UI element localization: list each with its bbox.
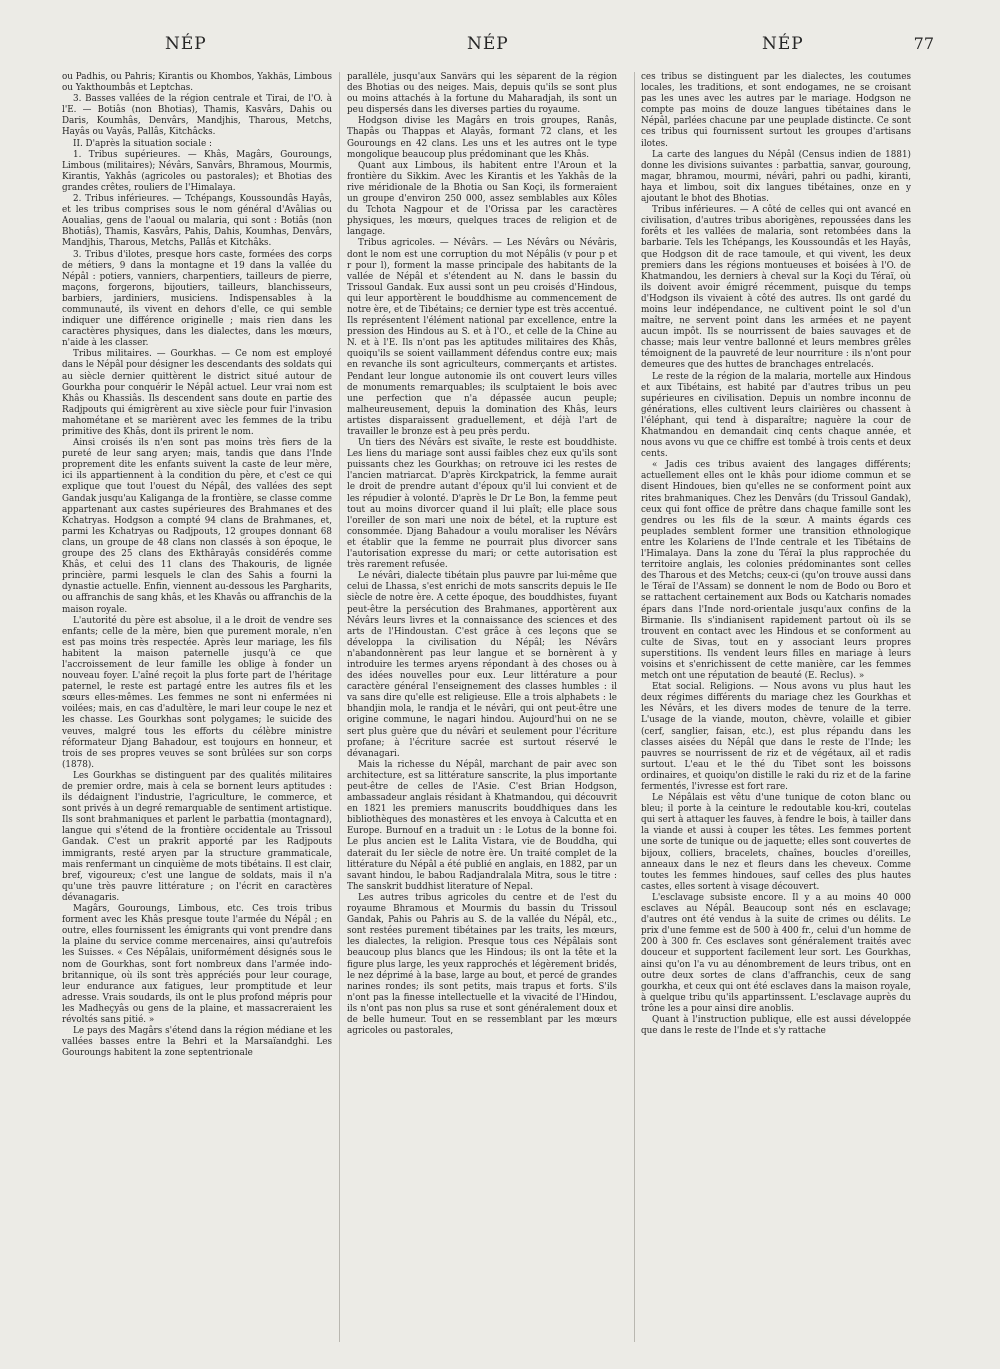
paragraph: Tribus agricoles. — Névârs. — Les Névârs ou Névâris, dont le nom est une corruption du mot Népâlis (v pour p et r pour l), forment la masse principale des habitants de la vallée de Népâl et s'étendent au N. dans le bassin du Trissoul Gandak. Eux aussi sont un peu croisés d'Hindous, qui leur apportèrent le bouddhisme au commencement de notre ère, et de Tibétains; ce dernier type est très accentué. Ils représentent l'élément national par excellence, entre la pression des Hindous au S. et à l'O., et celle de la Chine au N. et à l'E. Ils n'ont pas les aptitudes militaires des Khâs, quoiqu'ils se soient vaillamment défendus contre eux; mais en revanche ils sont agriculteurs, commerçants et artistes. Pendant leur longue autonomie ils ont couvert leurs villes de monuments remarquables; ils sculptaient le bois avec une perfection que n'a dépassée aucun peuple; malheureusement, depuis la domination des Khâs, leurs artistes disparaissent graduellement, et déjà l'art de travailler le bronze est à peu près perdu. xyxy=(347,238,617,437)
paragraph: parallèle, jusqu'aux Sanvârs qui les séparent de la région des Bhotias ou des neiges. Mais, depuis qu'ils se sont plus ou moins attachés à la fortune du Maharadjah, ils sont un peu dispersés dans les diverses parties du royaume. xyxy=(347,72,617,116)
headword-right: NÉP xyxy=(762,34,804,54)
paragraph: Quant à l'instruction publique, elle est aussi développée que dans le reste de l'Inde et s'y rattache xyxy=(641,1014,911,1037)
headword-center: NÉP xyxy=(467,34,509,54)
headword-left: NÉP xyxy=(165,34,207,54)
paragraph: II. D'après la situation sociale : xyxy=(73,138,212,149)
text-column-left xyxy=(62,72,332,1344)
paragraph: Les Gourkhas se distinguent par des qualités militaires de premier ordre, mais à cela se bornent leurs aptitudes : ils dédaignent l'industrie, l'agriculture, le commerce, et sont privés à un degré remarquable de sentiment artistique. Ils sont brahmaniques et parlent le parbattia (montagnard), langue qui s'étend de la frontière occidentale au Trissoul Gandak. C'est un prakrit apporté par les Radjpouts immigrants, resté aryen par la structure grammaticale, mais renfermant un cinquième de mots tibétains. Il est clair, bref, vigoureux; c'est une langue de soldats, mais il n'a qu'une très pauvre littérature ; on l'écrit en caractères dévanagaris. xyxy=(62,770,332,903)
paragraph: Hodgson divise les Magârs en trois groupes, Ranâs, Thapâs ou Thappas et Alayâs, formant 72 clans, et les Gouroungs en 42 clans. Les uns et les autres ont le type mongolique beaucoup plus prédominant que les Khâs. xyxy=(347,116,617,160)
paragraph: L'esclavage subsiste encore. Il y a au moins 40 000 esclaves au Népâl. Beaucoup sont nés en esclavage; d'autres ont été vendus à la suite de crimes ou délits. Le prix d'une femme est de 500 à 400 fr., celui d'un homme de 200 à 300 fr. Ces esclaves sont généralement traités avec douceur et supportent facilement leur sort. Les Gourkhas, ainsi qu'on l'a vu au dénombrement de leurs tribus, ont en outre deux sortes de clans d'affranchis, ceux de sang gourkha, et ceux qui ont été esclaves dans la maison royale, à quelque tribu qu'ils appartinssent. L'esclavage auprès du trône les a pour ainsi dire anoblis. xyxy=(641,892,911,1014)
running-header xyxy=(0,34,1000,60)
text-column-middle xyxy=(347,72,617,1344)
paragraph: Mais la richesse du Népâl, marchant de pair avec son architecture, est sa littérature sanscrite, la plus importante peut-être de celles de l'Asie. C'est Brian Hodgson, ambassadeur anglais résidant à Khatmandou, qui découvrit en 1821 les premiers manuscrits bouddhiques dans les bibliothèques des monastères et les envoya à Calcutta et en Europe. Burnouf en a traduit un : le Lotus de la bonne foi. Le plus ancien est le Lalita Vistara, vie de Bouddha, qui daterait du Ier siècle de notre ère. Un traité complet de la littérature du Népâl a été publié en anglais, en 1882, par un savant hindou, le babou Radjandralala Mitra, sous le titre : The sanskrit buddhist literature of Nepal. xyxy=(347,759,617,892)
column-divider-left xyxy=(339,72,340,1342)
text-column-right xyxy=(641,72,911,1344)
paragraph: Magârs, Gouroungs, Limbous, etc. Ces trois tribus forment avec les Khâs presque toute l'armée du Népâl ; en outre, elles fournissent les émigrants qui vont prendre dans la plaine du service comme mercenaires, ainsi qu'autrefois les Suisses. « Ces Népâlais, uniformément désignés sous le nom de Gourkhas, sont fort nombreux dans l'armée indo-britannique, où ils sont très appréciés pour leur courage, leur endurance aux fatigues, leur promptitude et leur adresse. Vrais soudards, ils ont le plus profond mépris pour les Madheçyâs ou gens de la plaine, et massacreraient les révoltés sans pitié. » xyxy=(62,904,332,1025)
paragraph: 3. Basses vallées de la région centrale et Tirai, de l'O. à l'E. — Botiâs (non Bhotias), Thamis, Kasvârs, Dahis ou Daris, Koumhâs, Denvârs, Mandjhis, Tharous, Metchs, Hayâs ou Vayâs, Pallâs, Kitchâcks. xyxy=(62,94,332,138)
paragraph: ces tribus se distinguent par les dialectes, les coutumes locales, les traditions, et sont endogames, ne se croisant pas les unes avec les autres par le mariage. Hodgson ne compte pas moins de douze langues tibétaines dans le Népâl, parlées chacune par une peuplade distincte. Ce sont ces tribus qui fournissent surtout les groupes d'artisans ilotes. xyxy=(641,72,911,149)
paragraph: « Jadis ces tribus avaient des langages différents; actuellement elles ont le khâs pour idiome commun et se disent Hindoues, bien qu'elles ne se conforment point aux rites brahmaniques. Chez les Denvârs (du Trissoul Gandak), ceux qui font office de prêtre dans chaque famille sont les gendres ou les fils de la sœur. A maints égards ces peuplades semblent former une transition ethnologique entre les Kolariens de l'Inde centrale et les Tibétains de l'Himalaya. Dans la zone du Téraï la plus rapprochée du territoire anglais, les colonies prédominantes sont celles des Tharous et des Metchs; ceux-ci (qu'on trouve aussi dans le Téraï de l'Assam) se donnent le nom de Bodo ou Boro et se rattachent certainement aux Bods ou Katcharis nomades épars dans l'Inde nord-orientale jusqu'aux confins de la Birmanie. Ils s'indianisent rapidement partout où ils se trouvent en contact avec les Hindous et se conforment au culte de Sivas, tout en y associant leurs propres superstitions. Ils vendent leurs filles en mariage à leurs voisins et s'enrichissent de cette manière, car les femmes metch ont une réputation de beauté (E. Reclus). » xyxy=(641,460,911,682)
paragraph: Ainsi croisés ils n'en sont pas moins très fiers de la pureté de leur sang aryen; mais, tandis que dans l'Inde proprement dite les enfants suivent la caste de leur mère, ici ils appartiennent à la condition du père, et c'est ce qui explique que tout l'ouest du Népâl, des vallées des sept Gandak jusqu'au Kaliganga de la frontière, se classe comme appartenant aux castes supérieures des Brahmanes et des Kchatryas. Hodgson a compté 94 clans de Brahmanes, et, parmi les Kchatryas ou Radjpouts, 12 groupes donnant 68 clans, un groupe de 48 clans non classés à son époque, le groupe des 25 clans des Ekthârayâs considérés comme Khâs, et celui des 11 clans des Thakouris, de lignée princière, parmi lesquels le clan des Sahis a fourni la dynastie actuelle. Enfin, viennent au-dessous les Pargharits, ou affranchis de sang khâs, et les Khavâs ou affranchis de la maison royale. xyxy=(62,438,332,615)
paragraph: Tribus inférieures. — A côté de celles qui ont avancé en civilisation, d'autres tribus aborigènes, repoussées dans les forêts et les vallées de malaria, sont retombées dans la barbarie. Tels les Tchépangs, les Koussoundâs et les Hayâs, que Hodgson dit de race tamoule, et qui vivent, les deux premiers dans les régions montueuses et boisées à l'O. de Khatmandou, les derniers à cheval sur la Koçi du Téraï, où ils doivent avoir émigré récemment, puisque du temps d'Hodgson ils vivaient à côté des autres. Ils ont gardé du moins leur indépendance, ne cultivent point le sol d'un maître, ne servent point dans les armées et ne payent aucun impôt. Ils se nourrissent de baies sauvages et de chasse; mais leur ventre ballonné et leurs membres grêles témoignent de la pauvreté de leur nourriture : ils n'ont pour demeures que des huttes de branchages entrelacés. xyxy=(641,205,911,371)
paragraph: La carte des langues du Népâl (Census indien de 1881) donne les divisions suivantes : parbattia, sanvar, gouroung, magar, bhramou, mourmi, névâri, pahri ou padhi, kiranti, haya et limbou, soit dix langues tibétaines, onze en y ajoutant le bhot des Bhotias. xyxy=(641,149,911,205)
paragraph: Le pays des Magârs s'étend dans la région médiane et les vallées basses entre la Behri et la Marsaïandghi. Les Gouroungs habitent la zone septentrionale xyxy=(62,1026,332,1059)
paragraph: 3. Tribus d'ilotes, presque hors caste, formées des corps de métiers, 9 dans la montagne et 19 dans la vallée du Népâl : potiers, vanniers, charpentiers, tailleurs de pierre, maçons, forgerons, bijoutiers, tailleurs, blanchisseurs, barbiers, jardiniers, musiciens. Indispensables à la communauté, ils vivent en dehors d'elle, ce qui semble indiquer une différence originelle ; mais rien dans les caractères physiques, dans les dialectes, dans les mœurs, n'aide à les classer. xyxy=(62,249,332,349)
paragraph: L'autorité du père est absolue, il a le droit de vendre ses enfants; celle de la mère, bien que purement morale, n'en est pas moins très respectée. Après leur mariage, les fils habitent la maison paternelle jusqu'à ce que l'accroissement de leur famille les oblige à fonder un nouveau foyer. L'aîné reçoit la plus forte part de l'héritage paternel, le reste est partagé entre les autres fils et les sœurs elles-mêmes. Les femmes ne sont ni enfermées ni voilées; mais, en cas d'adultère, le mari leur coupe le nez et les chasse. Les Gourkhas sont polygames; le suicide des veuves, malgré tous les efforts du célèbre ministre réformateur Djang Bahadour, est toujours en honneur, et trois de ses propres veuves se sont brûlées sur son corps (1878). xyxy=(62,615,332,770)
column-divider-right xyxy=(634,72,635,1342)
paragraph: 1. Tribus supérieures. — Khâs, Magârs, Gouroungs, Limbous (militaires); Névârs, Sanvârs, Bhramous, Mourmis, Kirantis, Yakhâs (agricoles ou pastorales); et Bhotias des grandes crêtes, rouliers de l'Himalaya. xyxy=(62,149,332,193)
paragraph: Le névâri, dialecte tibétain plus pauvre par lui-même que celui de Lhassa, s'est enrichi de mots sanscrits depuis le IIe siècle de notre ère. A cette époque, des bouddhistes, fuyant peut-être la persécution des Brahmanes, apportèrent aux Névârs leurs livres et la connaissance des sciences et des arts de l'Hindoustan. C'est grâce à ces leçons que se développa la civilisation du Népâl; les Névârs n'abandonnèrent pas leur langue et se bornèrent à y introduire les termes aryens répondant à des choses ou à des idées nouvelles pour eux. Leur littérature a pour caractère général l'enseignement des classes humbles : il va sans dire qu'elle est religieuse. Elle a trois alphabets : le bhandjin mola, le randja et le névâri, qui ont peut-être une origine commune, le nagari hindou. Aujourd'hui on ne se sert plus guère que du névâri et seulement pour l'écriture profane; à l'écriture sacrée est surtout réservé le dévanagari. xyxy=(347,571,617,759)
page-number: 77 xyxy=(913,34,934,53)
paragraph: Tribus militaires. — Gourkhas. — Ce nom est employé dans le Népâl pour désigner les descendants des soldats qui au siècle dernier quittèrent le district situé autour de Gourkha pour conquérir le Népâl actuel. Leur vrai nom est Khâs ou Khassiâs. Ils descendent sans doute en partie des Radjpouts qui émigrèrent au xive siècle pour fuir l'invasion mahométane et se marièrent avec les femmes de la tribu primitive des Khâs, dont ils prirent le nom. xyxy=(62,349,332,437)
paragraph: Les autres tribus agricoles du centre et de l'est du royaume Bhramous et Mourmis du bassin du Trissoul Gandak, Pahis ou Pahris au S. de la vallée du Népâl, etc., sont restées purement tibétaines par les traits, les mœurs, les dialectes, la religion. Presque tous ces Népâlais sont beaucoup plus blancs que les Hindous; ils ont la tête et la figure plus large, les yeux rapprochés et légèrement bridés, le nez déprimé à la base, large au bout, et percé de grandes narines rondes; ils sont petits, mais trapus et forts. S'ils n'ont pas la finesse intellectuelle et la vivacité de l'Hindou, ils n'ont pas non plus sa ruse et sont généralement doux et de belle humeur. Tout en se ressemblant par les mœurs agricoles ou pastorales, xyxy=(347,892,617,1037)
paragraph: Le Népâlais est vêtu d'une tunique de coton blanc ou bleu; il porte à la ceinture le redoutable kou-kri, coutelas qui sert à attaquer les fauves, à fendre le bois, à tailler dans la viande et aussi à couper les têtes. Les femmes portent une sorte de tunique ou de jaquette; elles sont couvertes de bijoux, colliers, bracelets, chaînes, boucles d'oreilles, anneaux dans le nez et fleurs dans les cheveux. Comme toutes les femmes hindoues, sauf celles des plus hautes castes, elles sortent à visage découvert. xyxy=(641,793,911,892)
paragraph: Un tiers des Névârs est sivaïte, le reste est bouddhiste. Les liens du mariage sont aussi faibles chez eux qu'ils sont puissants chez les Gourkhas; on retrouve ici les restes de l'ancien matriarcat. D'après Kirckpatrick, la femme aurait le droit de prendre autant d'époux qu'il lui convient et de les répudier à volonté. D'après le Dr Le Bon, la femme peut tout au moins divorcer quand il lui plaît; elle place sous l'oreiller de son mari une noix de bétel, et la rupture est consommée. Djang Bahadour a voulu moraliser les Névârs et établir que la femme ne pourrait plus divorcer sans l'autorisation expresse du mari; or cette autorisation est très rarement refusée. xyxy=(347,438,617,571)
paragraph: Le reste de la région de la malaria, mortelle aux Hindous et aux Tibétains, est habité par d'autres tribus un peu supérieures en civilisation. Depuis un nombre inconnu de générations, elles cultivent leurs clairières ou chassent à l'éléphant, qui tend à disparaître; naguère la cour de Khatmandou en demandait cinq cents chaque année, et nous avons vu que ce chiffre est tombé à trois cents et deux cents. xyxy=(641,371,911,460)
paragraph: 2. Tribus inférieures. — Tchépangs, Koussoundâs Hayâs, et les tribus comprises sous le nom général d'Avâlias ou Aoualias, gens de l'aoual ou malaria, qui sont : Botiâs (non Bhotiâs), Thamis, Kasvârs, Pahis, Dahis, Koumhas, Denvârs, Mandjhis, Tharous, Metchs, Pallâs et Kitchâks. xyxy=(62,194,332,249)
paragraph: Etat social. Religions. — Nous avons vu plus haut les deux régimes différents du mariage chez les Gourkhas et les Névârs, et les divers modes de tenure de la terre. L'usage de la viande, mouton, chèvre, volaille et gibier (cerf, sanglier, faisan, etc.), est plus répandu dans les classes aisées du Népâl que dans le reste de l'Inde; les pauvres se nourrissent de riz et de végétaux, ail et radis surtout. L'eau et le thé du Tibet sont les boissons ordinaires, et quoiqu'on distille le raki du riz et de la farine fermentés, l'ivresse est fort rare. xyxy=(641,682,911,792)
paragraph: Quant aux Limbous, ils habitent entre l'Aroun et la frontière du Sikkim. Avec les Kirantis et les Yakhâs de la rive méridionale de la Bhotia ou San Koçi, ils formeraient un groupe d'environ 250 000, assez semblables aux Kôles du Tchota Nagpour et de l'Orissa par les caractères physiques, les mœurs, quelques traces de religion et de langage. xyxy=(347,160,617,238)
paragraph: ou Padhis, ou Pahris; Kirantis ou Khombos, Yakhâs, Limbous ou Yakthoumbâs et Leptchas. xyxy=(62,72,332,94)
